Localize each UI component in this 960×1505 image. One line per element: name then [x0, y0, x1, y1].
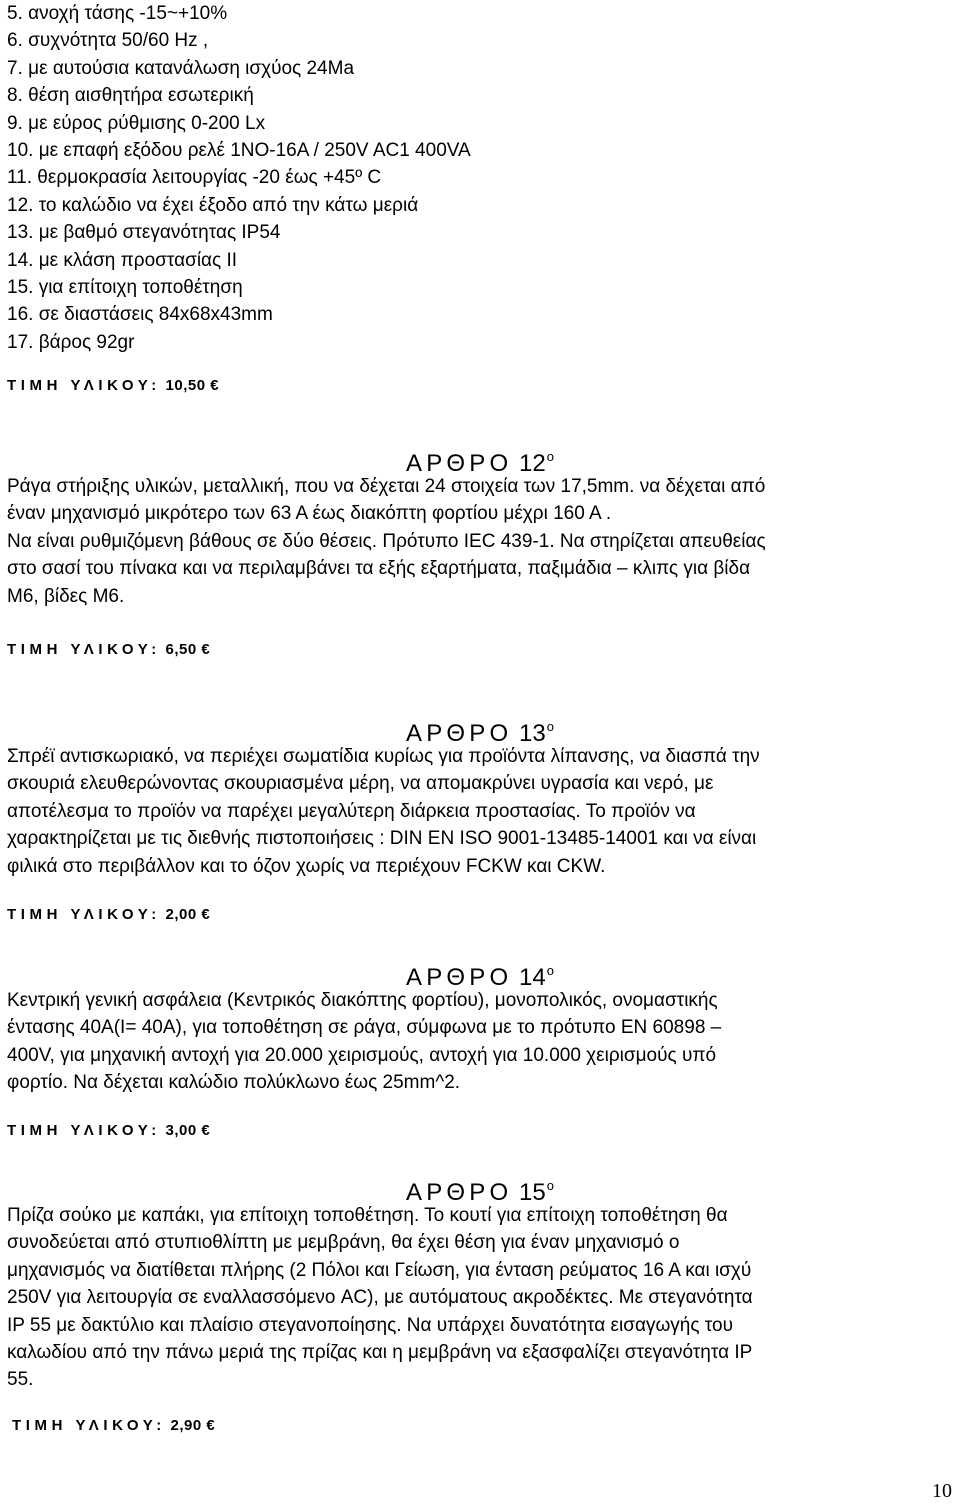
- list-item: 9. με εύρος ρύθμισης 0-200 Lx: [7, 112, 266, 134]
- text-line: Μ6, βίδες Μ6.: [7, 585, 125, 607]
- text-line: Σπρέϊ αντισκωριακό, να περιέχει σωματίδια κυρίως για προϊόντα λίπανσης, να διασπά την: [7, 746, 760, 767]
- text-line: φιλικά στο περιβάλλον και το όζον χωρίς να περιέχουν FCKW και CKW.: [7, 855, 606, 877]
- list-item: 6. συχνότητα 50/60 Hz ,: [7, 30, 209, 52]
- text-line: έναν μηχανισμό μικρότερο των 63 Α έως διακόπτη φορτίου μέχρι 160 Α .: [7, 503, 612, 525]
- price-label: ΤΙΜΗ ΥΛΙΚΟΥ:: [7, 906, 161, 923]
- text-line: συνοδεύεται από στυπιοθλίπτη με μεμβράνη, θα έχει θέση για έναν μηχανισμό ο: [7, 1232, 680, 1254]
- price-label: ΤΙΜΗ ΥΛΙΚΟΥ:: [7, 641, 161, 658]
- article-number: 15: [519, 1179, 546, 1206]
- spec-list: [7, 0, 471, 356]
- page-number: 10: [932, 1480, 952, 1502]
- euro-sign: €: [206, 1417, 216, 1434]
- text-line: χαρακτηρίζεται με τις διεθνής πιστοποιήσεις : DIN EN ISO 9001-13485-14001 και να είναι: [7, 828, 757, 850]
- price-value: 10,50: [165, 377, 206, 394]
- euro-sign: €: [201, 1122, 211, 1139]
- list-item: 7. με αυτούσια κατανάλωση ισχύος 24Ma: [7, 57, 355, 79]
- article-text: [7, 1202, 952, 1394]
- list-item: 10. με επαφή εξόδου ρελέ 1ΝΟ-16Α / 250V AC1 400VA: [7, 140, 471, 162]
- ordinal-mark: ο: [546, 449, 554, 464]
- list-item: 13. με βαθμό στεγανότητας IP54: [7, 222, 281, 244]
- article-number: 13: [519, 720, 546, 747]
- list-item: 15. για επίτοιχη τοποθέτηση: [7, 277, 243, 299]
- article-word: ΑΡΘΡΟ: [406, 1179, 513, 1206]
- list-item: 17. βάρος 92gr: [7, 331, 135, 353]
- ordinal-mark: ο: [546, 1178, 554, 1193]
- text-line: Να είναι ρυθμιζόμενη βάθους σε δύο θέσεις. Πρότυπο IEC 439-1. Να στηρίζεται απευθείας: [7, 530, 766, 552]
- article-word: ΑΡΘΡΟ: [406, 450, 513, 477]
- euro-sign: €: [201, 906, 211, 923]
- text-line: σκουριά ελευθερώνοντας σκουριασμένα μέρη, να απομακρύνει υγρασία και νερό, με: [7, 773, 714, 795]
- article-text: [7, 473, 952, 610]
- price-line: [7, 377, 219, 394]
- list-item: 14. με κλάση προστασίας ΙΙ: [7, 249, 238, 271]
- price-label: ΤΙΜΗ ΥΛΙΚΟΥ:: [12, 1417, 166, 1434]
- text-line: φορτίο. Να δέχεται καλώδιο πολύκλωνο έως 25mm^2.: [7, 1072, 461, 1094]
- list-item: 12. το καλώδιο να έχει έξοδο από την κάτω μεριά: [7, 194, 419, 216]
- list-item: 16. σε διαστάσεις 84x68x43mm: [7, 304, 273, 326]
- price-label: ΤΙΜΗ ΥΛΙΚΟΥ:: [7, 377, 161, 394]
- list-item: 11. θερμοκρασία λειτουργίας -20 έως +45º C: [7, 167, 382, 189]
- text-line: 250V για λειτουργία σε εναλλασσόμενο AC), με αυτόματους ακροδέκτες. Με στεγανότητα: [7, 1287, 753, 1309]
- price-line: [7, 1122, 210, 1139]
- price-value: 6,50: [165, 641, 197, 658]
- price-line: [7, 906, 210, 923]
- price-line: [7, 641, 210, 658]
- article-text: [7, 987, 952, 1097]
- price-label: ΤΙΜΗ ΥΛΙΚΟΥ:: [7, 1122, 161, 1139]
- text-line: Πρίζα σούκο με καπάκι, για επίτοιχη τοποθέτηση. Το κουτί για επίτοιχη τοποθέτηση θα: [7, 1205, 728, 1226]
- list-item: 5. ανοχή τάσης -15~+10%: [7, 3, 228, 24]
- text-line: Ράγα στήριξης υλικών, μεταλλική, που να δέχεται 24 στοιχεία των 17,5mm. να δέχεται από: [7, 476, 766, 497]
- price-value: 2,90: [170, 1417, 202, 1434]
- text-line: μηχανισμός να διατίθεται πλήρης (2 Πόλοι και Γείωση, για ένταση ρεύματος 16 Α και ισχύ: [7, 1259, 752, 1281]
- article-number: 14: [519, 964, 546, 991]
- euro-sign: €: [201, 641, 211, 658]
- text-line: IP 55 με δακτύλιο και πλαίσιο στεγανοποίησης. Να υπάρχει δυνατότητα εισαγωγής του: [7, 1314, 733, 1336]
- text-line: στο σασί του πίνακα και να περιλαμβάνει τα εξής εξαρτήματα, παξιμάδια – κλιπς για βίδα: [7, 558, 751, 580]
- text-line: 400V, για μηχανική αντοχή για 20.000 χειρισμούς, αντοχή για 10.000 χειρισμούς υπό: [7, 1044, 717, 1066]
- text-line: καλωδίου από την πάνω μεριά της πρίζας και η μεμβράνη να εξασφαλίζει στεγανότητα IP: [7, 1342, 753, 1364]
- article-text: [7, 743, 952, 880]
- article-number: 12: [519, 450, 546, 477]
- price-value: 3,00: [165, 1122, 197, 1139]
- ordinal-mark: ο: [546, 963, 554, 978]
- ordinal-mark: ο: [546, 719, 554, 734]
- price-line: [12, 1417, 215, 1434]
- price-value: 2,00: [165, 906, 197, 923]
- text-line: Κεντρική γενική ασφάλεια (Κεντρικός διακόπτης φορτίου), μονοπολικός, ονομαστικής: [7, 990, 718, 1011]
- list-item: 8. θέση αισθητήρα εσωτερική: [7, 85, 254, 107]
- text-line: 55.: [7, 1369, 34, 1391]
- text-line: έντασης 40Α(I= 40A), για τοποθέτηση σε ράγα, σύμφωνα με το πρότυπο ΕΝ 60898 –: [7, 1017, 722, 1039]
- text-line: αποτέλεσμα το προϊόν να παρέχει μεγαλύτερη διάρκεια προστασίας. Το προϊόν να: [7, 800, 696, 822]
- euro-sign: €: [210, 377, 220, 394]
- article-word: ΑΡΘΡΟ: [406, 964, 513, 991]
- article-word: ΑΡΘΡΟ: [406, 720, 513, 747]
